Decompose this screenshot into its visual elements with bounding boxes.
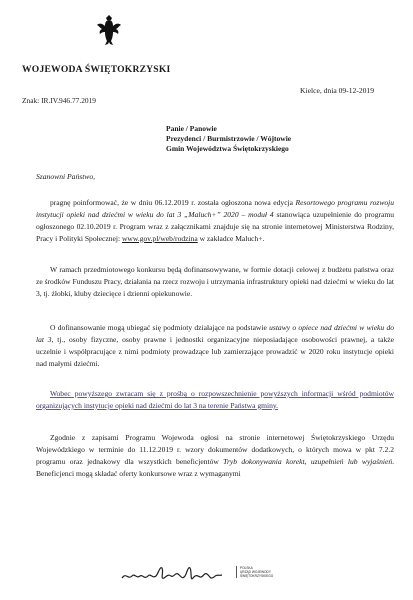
reference-number: Znak: IR.IV.946.77.2019 xyxy=(22,96,96,105)
organization-name: WOJEWODA ŚWIĘTOKRZYSKI xyxy=(22,64,171,75)
paragraph-4-highlighted: Wobec powyższego zwracam się z prośbą o rozpowszechnienie powyższych informacji wśród podmiotów organizujących instytucje opieki nad dziećmi do lat 3 na terenie Państwa gminy. xyxy=(36,389,394,410)
date-line: Kielce, dnia 09-12-2019 xyxy=(300,86,375,95)
signature-area xyxy=(118,562,288,586)
paragraph-2: W ramach przedmiotowego konkursu będą dofinansowywane, w formie dotacji celowej z budżetu państwa oraz ze środków Funduszu Pracy, działania na rzecz rozwoju i utrzymania infrastruktury opieki nad dziećmi w wieku do lat 3, tj. żłobki, kluby dziecięce i dzienni opiekunowie. xyxy=(36,265,394,298)
paragraph-3-text-b: , tj., osoby fizyczne, osoby prawne i jednostki organizacyjne nieposiadające osobowości prawnej, a także uczelnie i współpracujące z nimi podmioty prowadzące lub zamierzające prowadzić w 2020 roku instytucje opieki nad małymi dziećmi. xyxy=(36,334,394,368)
paragraph-1 xyxy=(36,197,394,245)
recipient-line-1: Panie / Panowie xyxy=(166,124,217,133)
corrections-procedure-title: Tryb dokonywania korekt, uzupełnień lub wyjaśnień xyxy=(223,456,393,466)
handwritten-signature-icon xyxy=(118,562,228,586)
paragraph-3-text-a: O dofinansowanie mogą ubiegać się podmioty działające na podstawie xyxy=(50,323,270,332)
recipient-line-3: Gmin Województwa Świętokrzyskiego xyxy=(166,144,289,153)
office-stamp xyxy=(236,566,294,578)
recipient-line-2: Prezydenci / Burmistrzowie / Wójtowie xyxy=(166,134,292,143)
recipient-block xyxy=(166,124,291,154)
paragraph-1-text-c: w zakładce Maluch+. xyxy=(197,233,265,243)
act-title: ustawy o opiece nad dziećmi w wieku do lat 3 xyxy=(36,323,394,344)
paragraph-5 xyxy=(36,432,394,480)
paragraph-3 xyxy=(36,322,394,370)
paragraph-1-text-a: pragnę poinformować, że w dniu 06.12.2019 r. została ogłoszona nowa edycja xyxy=(50,198,296,207)
program-title: Resortowego programu rozwoju instytucji opieki nad dziećmi w wieku do lat 3 „Maluch+” 2020 – moduł 4 xyxy=(36,198,395,219)
eagle-emblem-icon xyxy=(96,14,122,46)
paragraph-1-text-b: stanowiąca uzupełnienie do programu ogłoszonego 02.10.2019 r. Program wraz z załącznikami znajduje się na stronie internetowej Ministerstwa Rodziny, Pracy i Polityki Społecznej: xyxy=(36,209,394,243)
stamp-line-1: POLSKA xyxy=(240,566,253,570)
stamp-line-3: ŚWIĘTOKRZYSKIEGO xyxy=(240,574,274,578)
stamp-line-2: URZĄD WOJEWODY xyxy=(240,570,271,574)
salutation: Szanowni Państwo, xyxy=(36,172,96,181)
paragraph-5-text-b: . Beneficjenci mogą składać oferty konkursowe wraz z wymaganymi xyxy=(36,456,394,478)
paragraph-5-text-a: Zgodnie z zapisami Programu Wojewoda ogłosi na stronie internetowej Świętokrzyskiego Urzędu Wojewódzkiego w terminie do 11.12.2019 r. wzory dokumentów dodatkowych, o których mowa w pkt 7.2.2 programu oraz jednakowy dla wszystkich beneficjentów xyxy=(36,433,394,466)
ministry-link[interactable]: www.gov.pl/web/rodzina xyxy=(121,233,198,243)
